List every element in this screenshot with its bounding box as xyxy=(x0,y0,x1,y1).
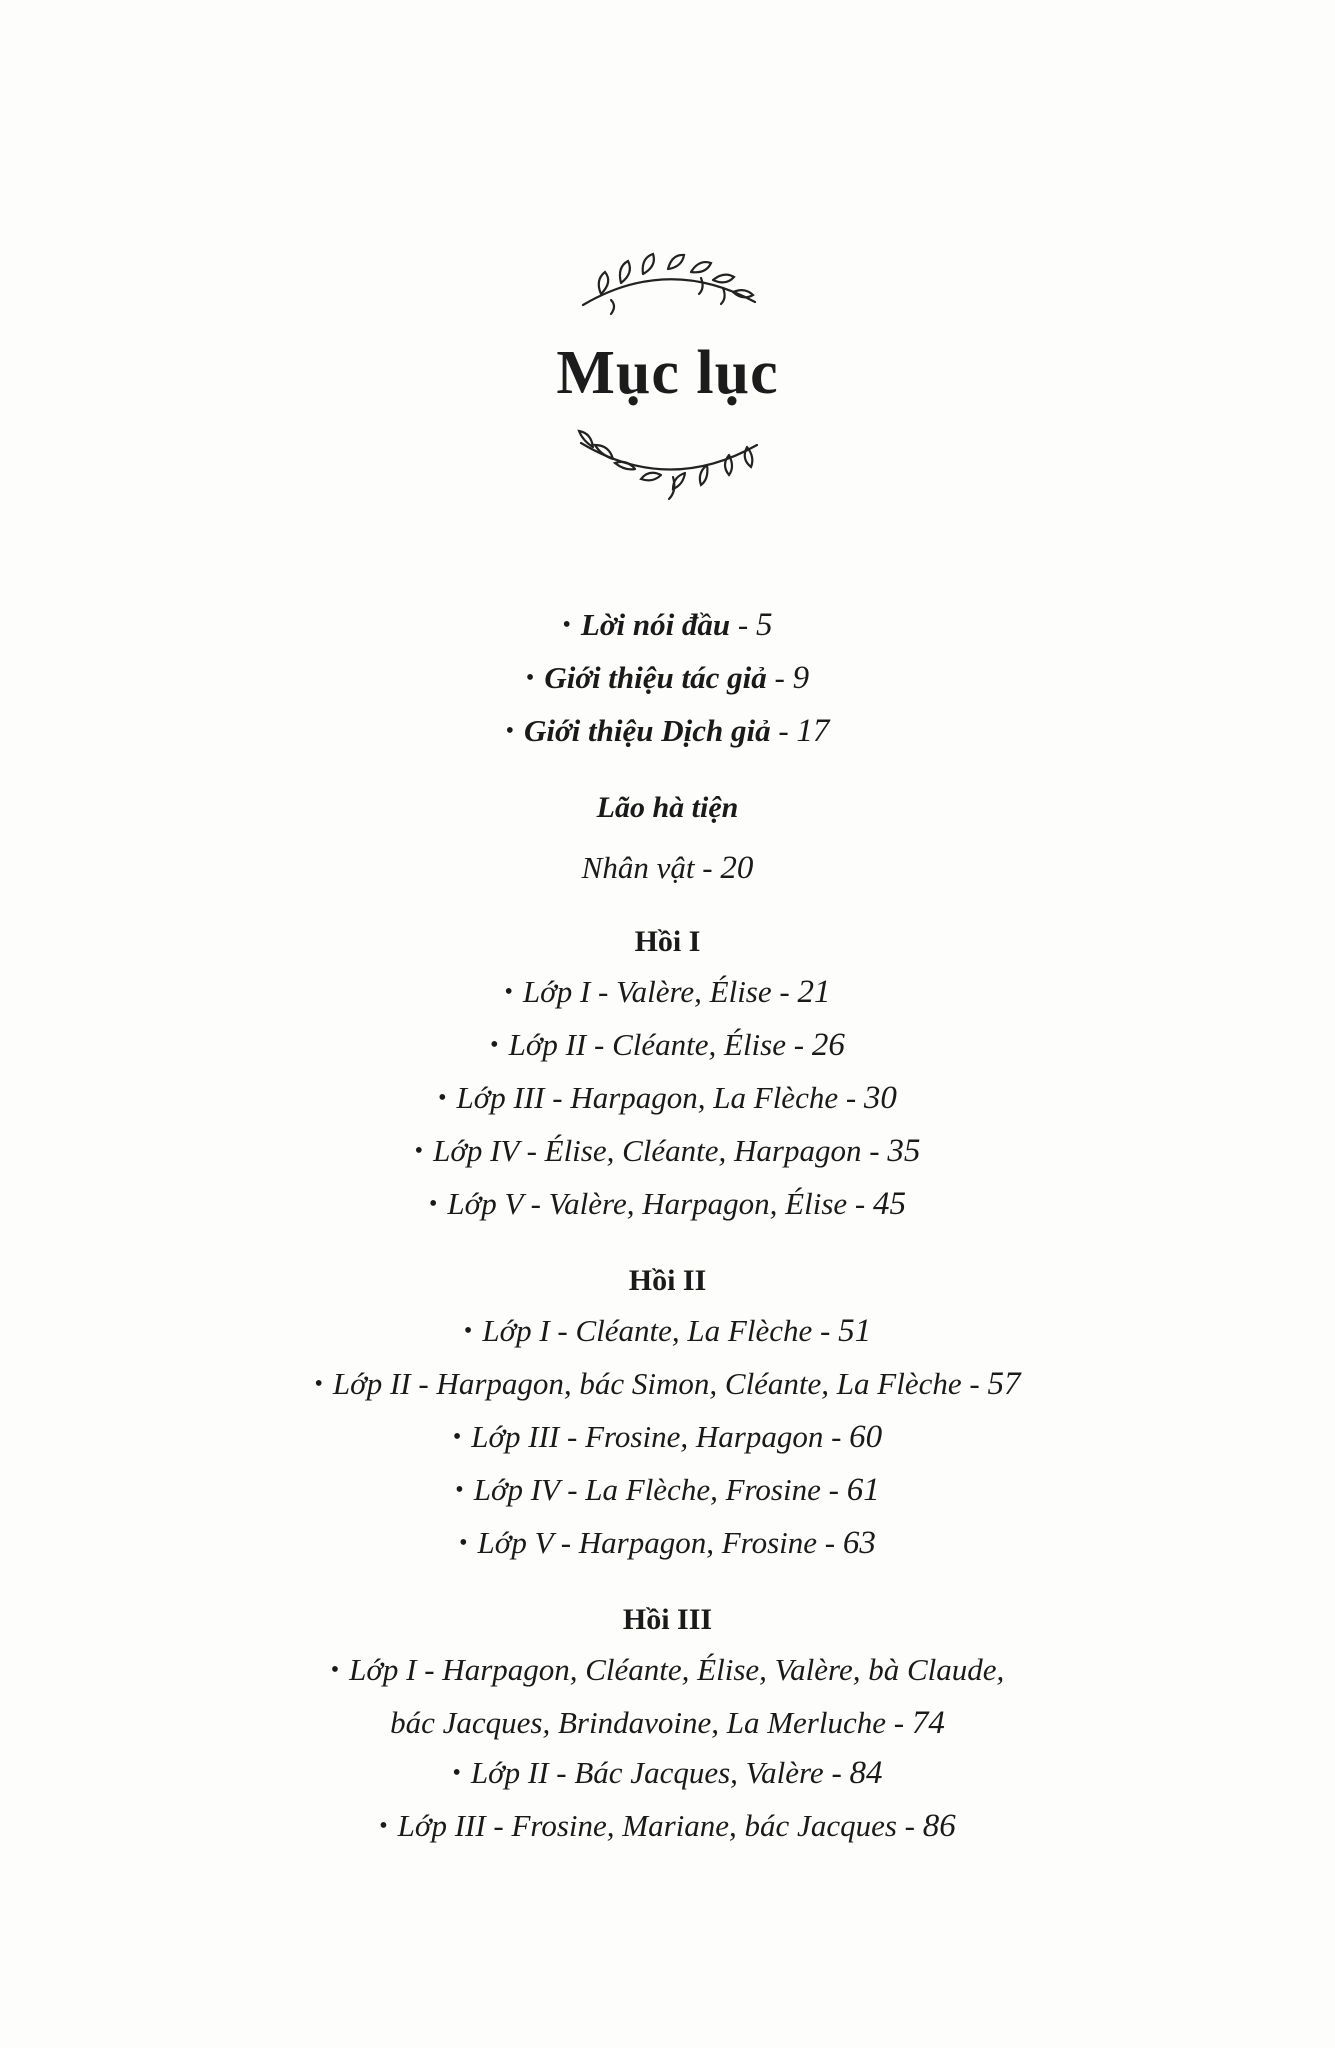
bullet-icon: • xyxy=(452,1760,461,1786)
page-number: 26 xyxy=(811,1027,845,1063)
page-number: 86 xyxy=(922,1808,956,1844)
toc-entry-scene[interactable]: • Lớp IV - Élise, Cléante, Harpagon - 35 xyxy=(414,1133,921,1169)
toc-entry-scene[interactable]: • Lớp II - Bác Jacques, Valère - 84 xyxy=(452,1755,883,1791)
bullet-icon: • xyxy=(438,1085,447,1111)
act-heading: Hồi II xyxy=(628,1264,707,1297)
page-title: Mục lục xyxy=(556,339,779,407)
page-number: 5 xyxy=(756,607,773,643)
toc-entry-scene[interactable]: • Lớp III - Harpagon, La Flèche - 30 xyxy=(438,1080,897,1116)
toc-entry-scene-continuation[interactable]: bác Jacques, Brindavoine, La Merluche - 74 xyxy=(390,1705,945,1741)
page-number: 74 xyxy=(911,1705,945,1741)
page-number: 17 xyxy=(796,713,830,749)
toc-entry-scene[interactable]: • Lớp II - Cléante, Élise - 26 xyxy=(490,1027,845,1063)
toc-entry-scene[interactable]: • Lớp III - Frosine, Mariane, bác Jacques - 86 xyxy=(379,1808,956,1844)
page-number: 63 xyxy=(842,1525,876,1561)
toc-entry-scene[interactable]: • Lớp III - Frosine, Harpagon - 60 xyxy=(452,1419,883,1455)
toc-entry-scene[interactable]: • Lớp IV - La Flèche, Frosine - 61 xyxy=(455,1472,880,1508)
bullet-icon: • xyxy=(504,979,513,1005)
bullet-icon: • xyxy=(562,612,571,638)
bullet-icon: • xyxy=(429,1191,438,1217)
bullet-icon: • xyxy=(314,1371,323,1397)
page-number: 51 xyxy=(838,1313,872,1349)
bullet-icon: • xyxy=(463,1318,473,1344)
toc-entry-foreword[interactable]: • Lời nói đầu - 5 xyxy=(562,607,773,643)
toc-entry-author-intro[interactable]: • Giới thiệu tác giả - 9 xyxy=(525,660,810,696)
page-number: 21 xyxy=(797,974,831,1010)
table-of-contents xyxy=(0,600,1335,1854)
page-number: 61 xyxy=(846,1472,880,1508)
page-number: 60 xyxy=(849,1419,883,1455)
page-number: 20 xyxy=(720,850,754,886)
toc-entry-scene[interactable]: • Lớp I - Valère, Élise - 21 xyxy=(504,974,831,1010)
toc-entry-scene[interactable]: • Lớp I - Harpagon, Cléante, Élise, Valère, bà Claude, xyxy=(330,1652,1005,1687)
page-number: 9 xyxy=(792,660,810,696)
bullet-icon: • xyxy=(490,1032,499,1058)
toc-entry-scene[interactable]: • Lớp I - Cléante, La Flèche - 51 xyxy=(463,1313,872,1349)
toc-entry-scene[interactable]: • Lớp II - Harpagon, bác Simon, Cléante, La Flèche - 57 xyxy=(314,1366,1021,1402)
laurel-branch-icon xyxy=(573,425,763,505)
page-number: 30 xyxy=(863,1080,897,1116)
bullet-icon: • xyxy=(459,1530,468,1556)
toc-entry-translator-intro[interactable]: • Giới thiệu Dịch giả - 17 xyxy=(505,713,830,749)
page-number: 35 xyxy=(887,1133,921,1169)
page-number: 57 xyxy=(987,1366,1021,1402)
page-number: 45 xyxy=(872,1186,906,1222)
bullet-icon: • xyxy=(525,665,535,691)
bullet-icon: • xyxy=(414,1138,424,1164)
bullet-icon: • xyxy=(455,1477,464,1503)
toc-entry-scene[interactable]: • Lớp V - Harpagon, Frosine - 63 xyxy=(459,1525,876,1561)
laurel-branch-icon xyxy=(573,250,763,320)
bullet-icon: • xyxy=(379,1813,388,1839)
act-heading: Hồi I xyxy=(634,925,701,958)
act-heading: Hồi III xyxy=(622,1603,713,1636)
bullet-icon: • xyxy=(452,1424,462,1450)
bullet-icon: • xyxy=(505,718,514,744)
play-title: Lão hà tiện xyxy=(596,791,739,824)
toc-entry-characters[interactable]: Nhân vật - 20 xyxy=(581,850,754,886)
toc-entry-scene[interactable]: • Lớp V - Valère, Harpagon, Élise - 45 xyxy=(429,1186,906,1222)
bullet-icon: • xyxy=(330,1657,340,1683)
page-number: 84 xyxy=(849,1755,883,1791)
